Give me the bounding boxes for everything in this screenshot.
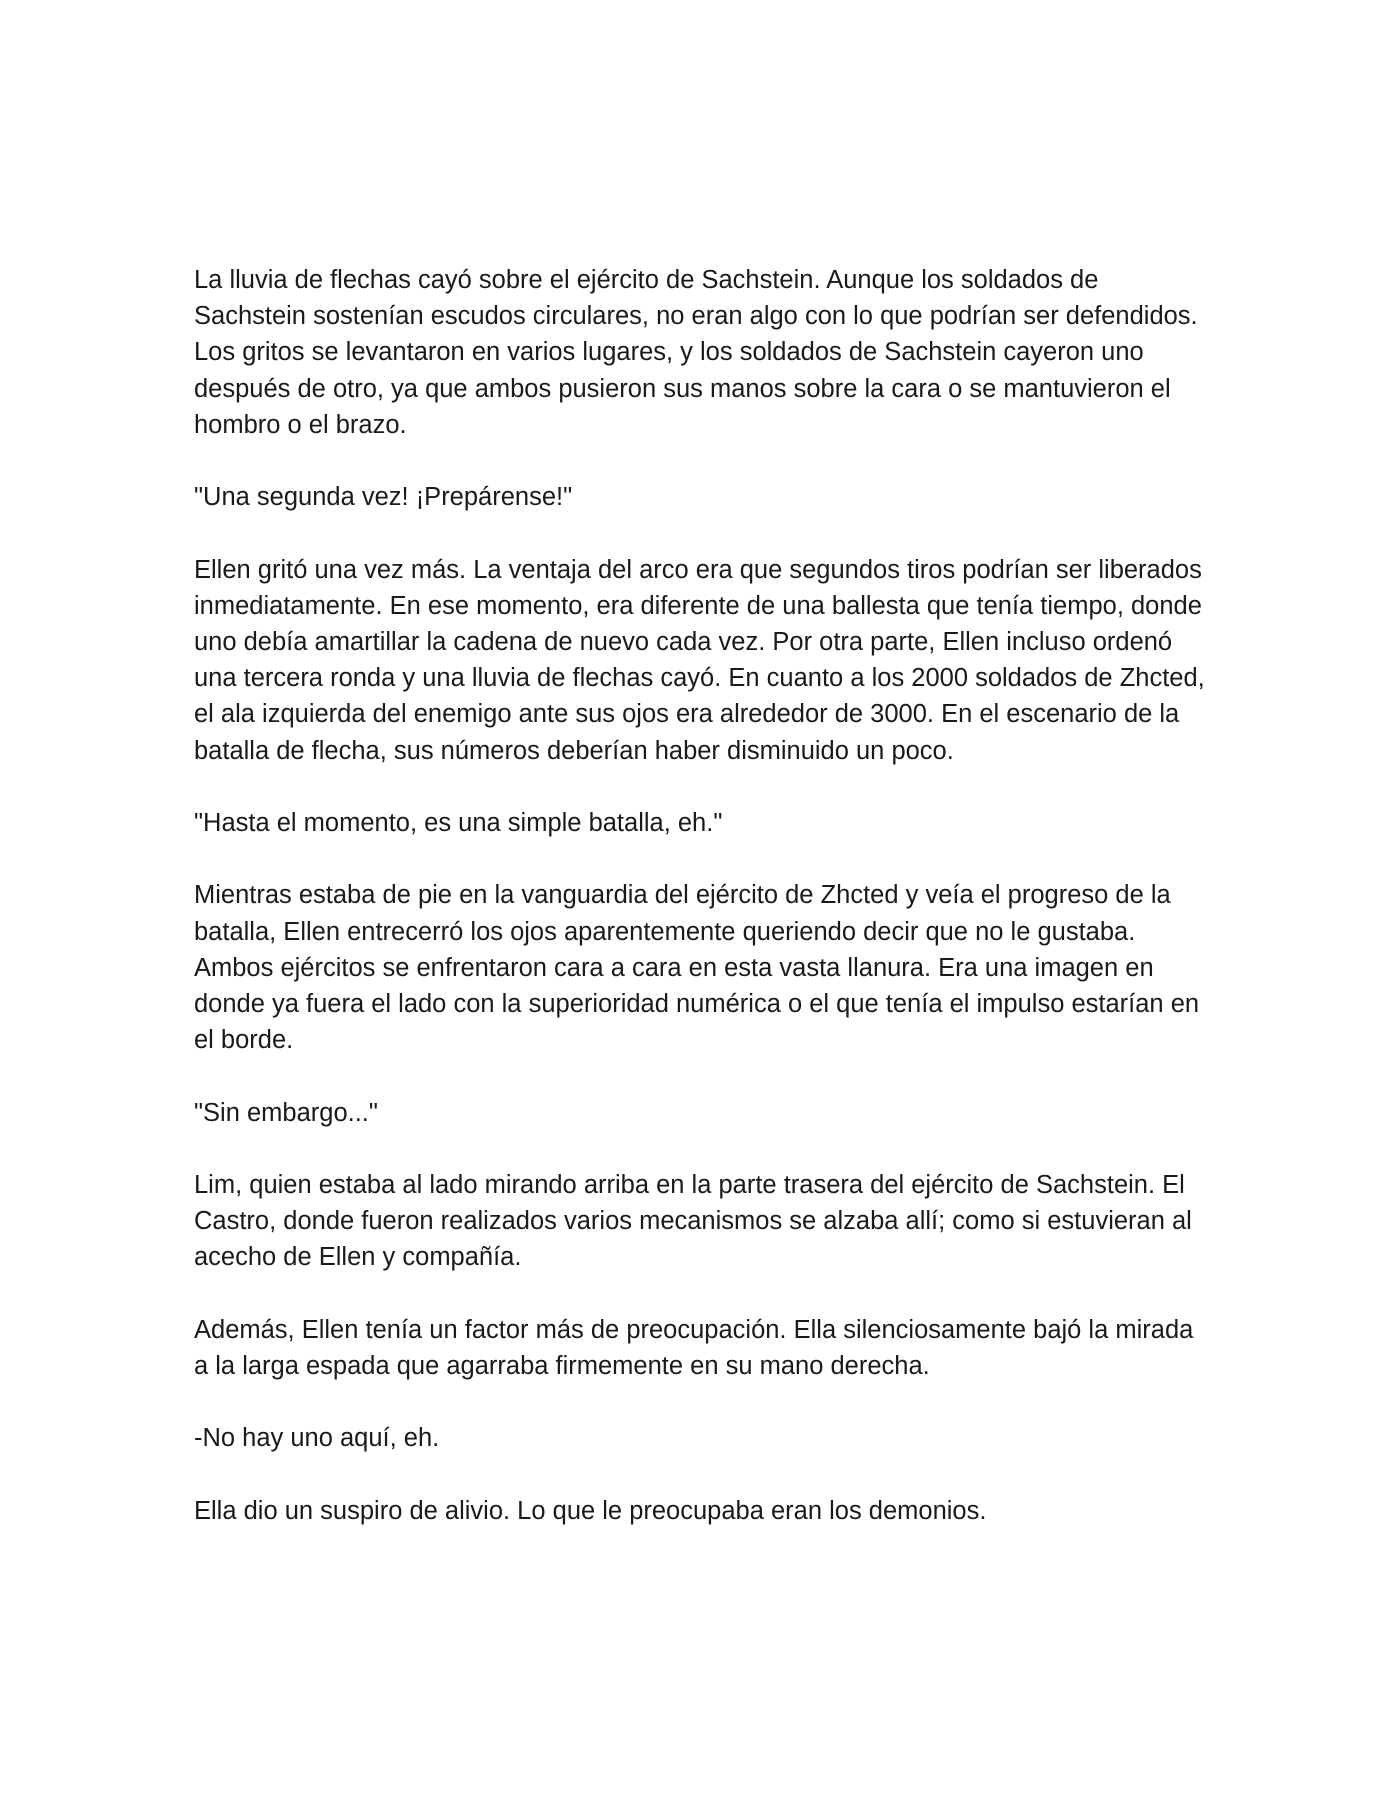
paragraph: "Hasta el momento, es una simple batalla, eh." bbox=[194, 809, 723, 837]
paragraph: "Una segunda vez! ¡Prepárense!" bbox=[194, 483, 573, 512]
paragraph: La lluvia de flechas cayó sobre el ejército de Sachstein. Aunque los soldados de Sachstein sostenían escudos circulares, no eran algo con lo que podrían ser defendidos. Los gritos se levantaron en varios lugares, y los soldados de Sachstein cayeron uno después de otro, ya que ambos pusieron sus manos sobre la cara o se mantuvieron el hombro o el brazo. bbox=[194, 266, 1198, 439]
document-body bbox=[194, 262, 1214, 1529]
paragraph: -No hay uno aquí, eh. bbox=[194, 1424, 440, 1453]
paragraph: "Sin embargo..." bbox=[194, 1098, 378, 1127]
paragraph: Mientras estaba de pie en la vanguardia del ejército de Zhcted y veía el progreso de la batalla, Ellen entrecerró los ojos aparentemente queriendo decir que no le gustaba. Ambos ejércitos se enfrentaron cara a cara en esta vasta llanura. Era una imagen en donde ya fuera el lado con la superioridad numérica o el que tenía el impulso estarían en el borde. bbox=[194, 881, 1200, 1055]
paragraph: Ellen gritó una vez más. La ventaja del arco era que segundos tiros podrían ser liberados inmediatamente. En ese momento, era diferente de una ballesta que tenía tiempo, donde uno debía amartillar la cadena de nuevo cada vez. Por otra parte, Ellen incluso ordenó una tercera ronda y una lluvia de flechas cayó. En cuanto a los 2000 soldados de Zhcted, el ala izquierda del enemigo ante sus ojos era alrededor de 3000. En el escenario de la batalla de flecha, sus números deberían haber disminuido un poco. bbox=[194, 555, 1205, 765]
paragraph: Lim, quien estaba al lado mirando arriba en la parte trasera del ejército de Sachstein. El Castro, donde fueron realizados varios mecanismos se alzaba allí; como si estuvieran al acecho de Ellen y compañía. bbox=[194, 1170, 1192, 1272]
paragraph: Ella dio un suspiro de alivio. Lo que le preocupaba eran los demonios. bbox=[194, 1496, 987, 1525]
paragraph: Además, Ellen tenía un factor más de preocupación. Ella silenciosamente bajó la mirada a la larga espada que agarraba firmemente en su mano derecha. bbox=[194, 1315, 1194, 1380]
